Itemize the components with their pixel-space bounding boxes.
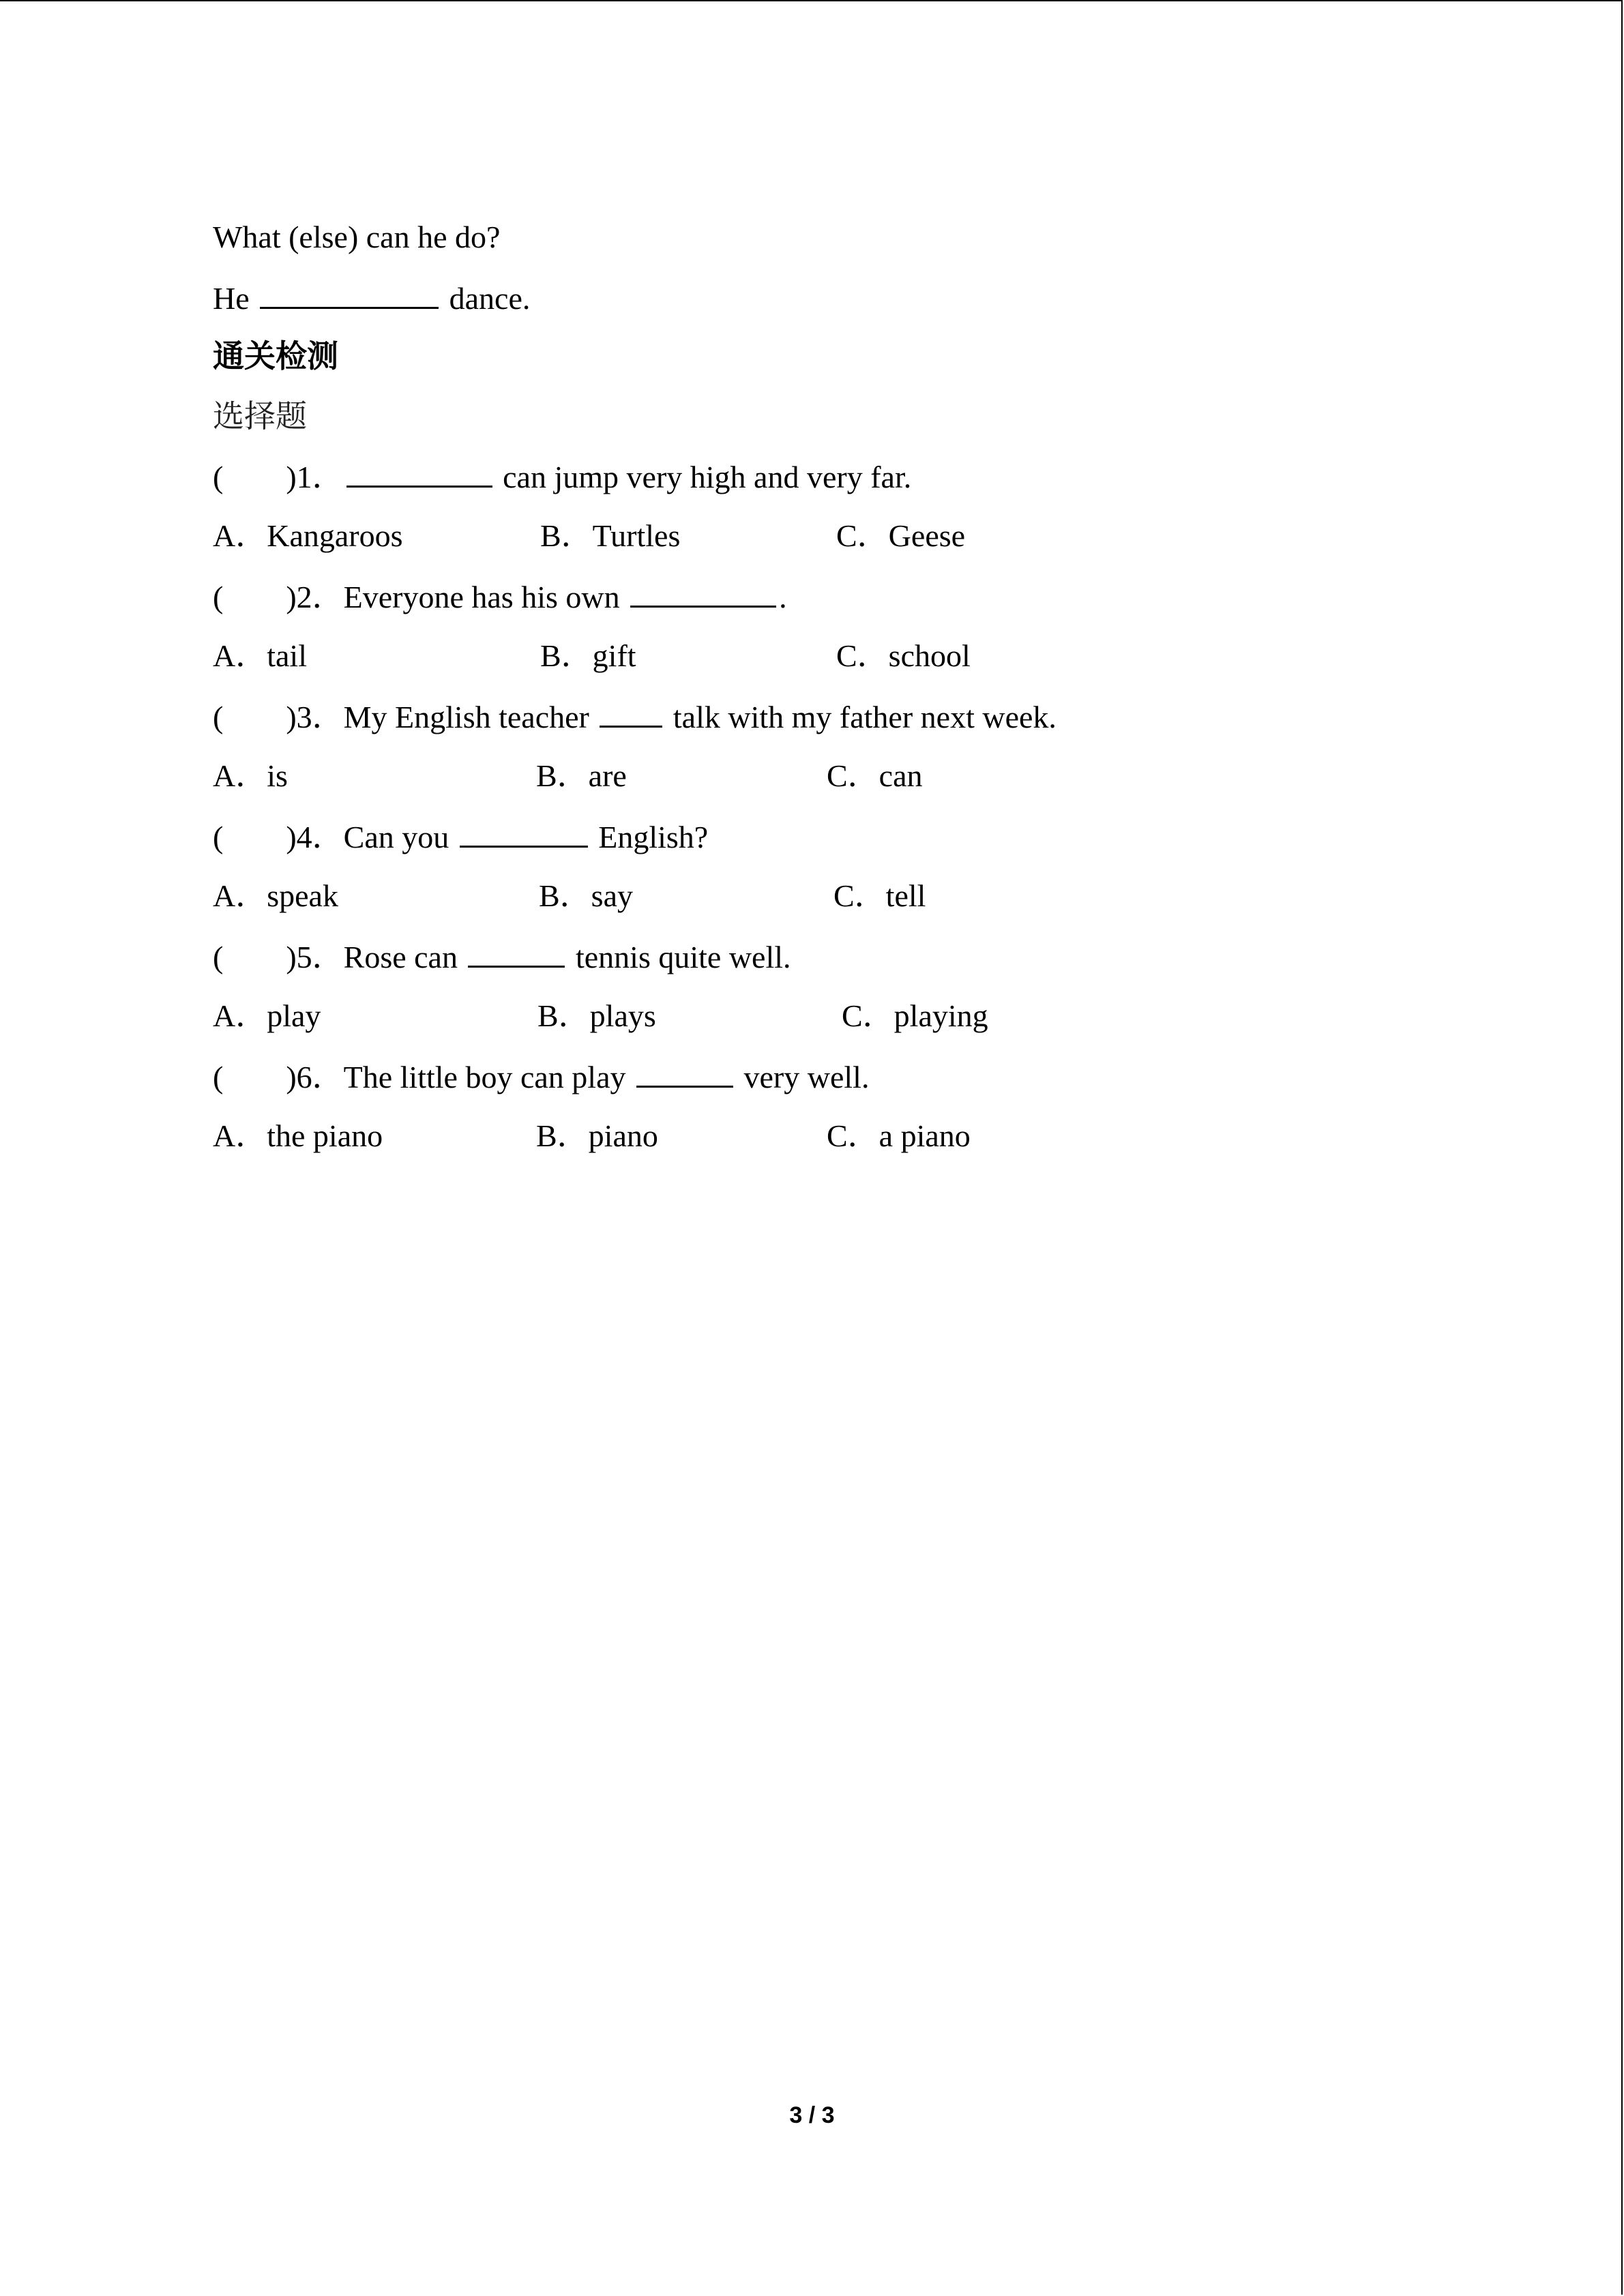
question-blank[interactable] xyxy=(468,936,565,968)
intro-answer-after: dance. xyxy=(449,281,531,316)
q1-option-b[interactable]: B．Turtles xyxy=(540,518,681,553)
q2-option-a[interactable]: A．tail xyxy=(213,638,307,673)
question-prefix: ( )2． xyxy=(213,580,344,614)
question-prefix: ( )1． xyxy=(213,460,344,494)
question-before: Can you xyxy=(343,820,457,854)
q5-option-a[interactable]: A．play xyxy=(213,998,321,1033)
question-after: tennis quite well. xyxy=(567,940,791,974)
question-before: My English teacher xyxy=(343,700,597,734)
question-6 xyxy=(213,1056,869,1098)
intro-answer-before: He xyxy=(213,281,250,316)
question-5 xyxy=(213,936,791,978)
question-after: can jump very high and very far. xyxy=(494,460,912,494)
question-prefix: ( )5． xyxy=(213,940,344,974)
q5-option-c[interactable]: C．playing xyxy=(842,998,988,1033)
q3-option-b[interactable]: B．are xyxy=(536,758,627,793)
q3-option-c[interactable]: C．can xyxy=(827,758,923,793)
q6-option-b[interactable]: B．piano xyxy=(536,1118,658,1153)
question-blank[interactable] xyxy=(346,456,492,488)
section-title: 通关检测 xyxy=(213,338,338,374)
question-after: talk with my father next week. xyxy=(665,700,1057,734)
question-3 xyxy=(213,696,1057,738)
question-prefix: ( )4． xyxy=(213,820,344,854)
intro-question: What (else) can he do? xyxy=(213,220,501,254)
question-blank[interactable] xyxy=(630,576,776,608)
question-blank[interactable] xyxy=(636,1056,733,1088)
q6-option-c[interactable]: C．a piano xyxy=(827,1118,971,1153)
q4-option-a[interactable]: A．speak xyxy=(213,878,338,913)
question-prefix: ( )3． xyxy=(213,700,344,734)
question-before: Everyone has his own xyxy=(343,580,628,614)
question-before: Rose can xyxy=(343,940,466,974)
section-subtitle: 选择题 xyxy=(213,398,307,434)
q2-option-c[interactable]: C．school xyxy=(836,638,971,673)
q3-option-a[interactable]: A．is xyxy=(213,758,288,793)
answer-blank[interactable] xyxy=(260,277,439,309)
q1-option-a[interactable]: A．Kangaroos xyxy=(213,518,403,553)
page-number: 3 / 3 xyxy=(789,2102,835,2128)
question-blank[interactable] xyxy=(460,816,588,848)
question-after: English? xyxy=(590,820,709,854)
question-after: very well. xyxy=(736,1060,870,1094)
q1-option-c[interactable]: C．Geese xyxy=(836,518,966,553)
question-blank[interactable] xyxy=(600,696,662,728)
question-1 xyxy=(213,456,911,498)
question-after: . xyxy=(779,580,787,614)
q5-option-b[interactable]: B．plays xyxy=(537,998,656,1033)
intro-answer xyxy=(213,277,530,319)
question-2 xyxy=(213,576,787,618)
q2-option-b[interactable]: B．gift xyxy=(540,638,636,673)
question-4 xyxy=(213,816,708,858)
question-before: The little boy can play xyxy=(343,1060,634,1094)
q6-option-a[interactable]: A．the piano xyxy=(213,1118,383,1153)
question-prefix: ( )6． xyxy=(213,1060,344,1094)
q4-option-c[interactable]: C．tell xyxy=(833,878,926,913)
q4-option-b[interactable]: B．say xyxy=(539,878,633,913)
